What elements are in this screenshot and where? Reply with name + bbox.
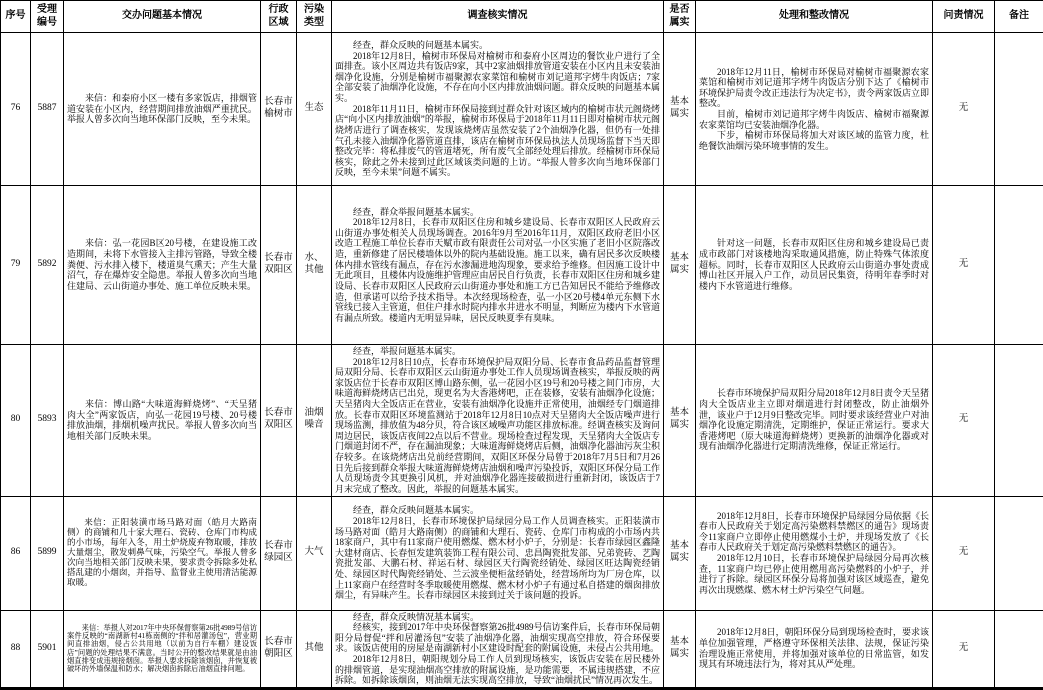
- cell-handling: [696, 345, 933, 497]
- paragraph: 经查，群众反映的问题基本属实。: [335, 40, 660, 51]
- paragraph: 2018年12月10日，长春市环境保护局绿园分局再次核查，11家商户均已停止使用燃用高污染燃料的小炉子，并进行了拆除。绿园区环保分局将加强对该区域巡查，避免再次出现燃煤、燃木材土炉污染空气问题。: [699, 553, 929, 595]
- cell-investigation: [332, 496, 664, 610]
- cell-investigation: [332, 610, 664, 688]
- column-header-verified: 是否属实: [664, 1, 696, 33]
- column-header-investigation: 调查核实情况: [332, 1, 664, 33]
- cell-case-no: 5893: [31, 345, 64, 497]
- paragraph: 来信：举报人对2017年中央环保督察第26批4989号信访案件反映的“南湖新村41栋南侧的“拌和居灌汤包”，营业期间直排油烟，侵占公共用地（以前为自行车棚）建设饭店”问题的处理结果不满意。当时公开的整改结果就是由油烟直排变成违规接烟囱。举报人要求拆除该烟囱，并恢复被破坏的外墙保温和防水；解决烟囱拆除后油烟直排问题。: [67, 624, 257, 673]
- paragraph: 经查，群众举报问题基本属实。: [335, 207, 660, 218]
- column-header-pollution-type: 污染类型: [297, 1, 332, 33]
- paragraph: 下步，榆树市环保局将加大对该区域的监管力度，杜绝餐饮油烟污染环境事情的发生。: [699, 130, 929, 151]
- paragraph: 经查，群众反映问题基本属实。: [335, 505, 660, 516]
- table-row: [1, 186, 1043, 345]
- cell-pollution-type: 大气: [297, 496, 332, 610]
- paragraph: 2018年12月8日，朝阳环保分局到现场检查时，要求该单位加强管理，严格遵守环保相关法律、法规，保证污染治理设施正常使用，并将加强对该单位的日常监管，如发现其有环境违法行为，将对其从严处理。: [699, 627, 929, 669]
- cell-remarks: [995, 33, 1043, 186]
- column-header-handling: 处理和整改情况: [696, 1, 933, 33]
- cell-problem: [64, 610, 261, 688]
- column-header-serial: 序号: [1, 1, 31, 33]
- paragraph: 2018年11月11日，榆树市环保局接到过群众针对该区域内的榆树市状元阁烧烤店“向小区内排放油烟”的举报，榆树市环保局于2018年11月11日即对榆树市状元阁烧烤店进行了调查核实，发现该烧烤店虽然安装了2个油烟净化器，但仍有一处排气孔未接入油烟净化器管道直排，该店在榆树市环保局执法人员现场监督下当天即整改完毕：将私排废气的管道堵死，所有废气全部经处理后排放。经榆树市环保局核实，除此之外未接到过此区域该类问题的上访。“举报人曾多次向当地环保部门反映，至今未果”问题不属实。: [335, 104, 660, 178]
- paragraph: 经查，群众反映情况基本属实。: [335, 612, 660, 623]
- cell-remarks: [995, 496, 1043, 610]
- cell-accountability: 无: [933, 496, 995, 610]
- cell-problem: [64, 186, 261, 345]
- cell-handling: [696, 186, 933, 345]
- cell-pollution-type: 生态: [297, 33, 332, 186]
- cell-investigation: [332, 33, 664, 186]
- cell-handling: [696, 610, 933, 688]
- cell-pollution-type: 水、其他: [297, 186, 332, 345]
- cell-accountability: 无: [933, 186, 995, 345]
- cell-accountability: 无: [933, 33, 995, 186]
- column-header-region: 行政区域: [261, 1, 297, 33]
- cell-verified: 基本属实: [664, 496, 696, 610]
- cell-serial: 88: [1, 610, 31, 688]
- cell-region: 长春市双阳区: [261, 345, 297, 497]
- paragraph: 2018年12月8日10点，长春市环境保护局双阳分局、长春市食品药品监督管理局双阳分局、长春市双阳区云山街道办事处工作人员现场调查核实，举报反映的两家饭店位于长春市双阳区博山路东侧，弘一花园小区19号和20号楼之间门市房，大味道海鲜烧烤店已出兑，现更名为大香港烤吧，正在装修，安装有油烟净化设施；天呈猪肉大全饭店正在营业，安装有油烟净化设施并正常使用，油烟经专门烟道排放。长春市双阳区环境监测站于2018年12月8日10点对天呈猪肉大全饭店噪声进行现场监测，排放值为48分贝，符合该区域噪声功能区排放标准。经调查核实及询问周边居民，该饭店夜间22点以后不营业。现场检查过程发现，天呈猪肉大全饭店专门烟道封闭不严，存在漏油现象；大味道海鲜烧烤店后侧，油烟净化器油污灰尘积存较多。在该烧烤店出兑前经营期间，双阳区环保分局曾于2018年7月5日和7月26日先后接到群众举报大味道海鲜烧烤店油烟和噪声污染投诉，双阳区环保分局工作人员现场责令其更换引风机，并对油烟净化器连接破损进行重新封闭，该饭店于7月末完成了整改。因此，举报的问题基本属实。: [335, 357, 660, 495]
- table-row: [1, 345, 1043, 497]
- cell-case-no: 5901: [31, 610, 64, 688]
- cell-region: 长春市朝阳区: [261, 610, 297, 688]
- table-row: [1, 496, 1043, 610]
- cell-handling: [696, 33, 933, 186]
- cell-accountability: 无: [933, 345, 995, 497]
- cell-serial: 86: [1, 496, 31, 610]
- cell-verified: 基本属实: [664, 33, 696, 186]
- table-body: [1, 33, 1043, 689]
- table-header: [1, 1, 1043, 33]
- paragraph: 来信：正阳装潢市场马路对面（皓月大路南侧）的商铺和几十家大理石、瓷砖、仓库门市构成的小市场，每年入冬，用土炉烧废弃物取暖，排放大量烟尘，散发刺鼻气味，污染空气。举报人曾多次向当地相关部门反映未果，要求责令拆除多处私搭乱建的小烟囱，并指导、监督业主使用清洁能源取暖。: [67, 518, 257, 588]
- table-row: [1, 610, 1043, 688]
- cell-verified: 基本属实: [664, 345, 696, 497]
- cell-remarks: [995, 345, 1043, 497]
- paragraph: 2018年12月8日，长春市环境保护局绿园分局工作人员调查核实。正阳装潢市场马路对面（皓月大路南侧）的商铺和大理石、瓷砖、仓库门市构成的小市场内共18家商户，其中有11家商户使用燃煤、燃木材小炉子，分别是：长春市绿园区鑫隆大建材商店、长春恒发建筑装饰工程有限公司、忠昌陶瓷批发部、兄弟瓷砖、艺陶瓷批发部、大鹏石材、祥运石材、绿园区天行陶瓷经销处、绿园区旺达陶瓷经销处、绿园区时代陶瓷经销处、兰云波坐便柜盆经销处，经营场所均为厂房仓库，以上11家商户在经营时冬季取暖使用燃煤、燃木材小炉子有通过私自搭建的烟囱排放烟尘，有异味产生。长春市绿园区未接到过关于该问题的投诉。: [335, 516, 660, 601]
- cell-verified: 基本属实: [664, 610, 696, 688]
- paragraph: 2018年12月8日，长春市环境保护局绿园分局依据《长春市人民政府关于划定高污染燃料禁燃区的通告》现场责令11家商户立即停止使用燃煤小土炉，并现场发放了《长春市人民政府关于划定高污染燃料禁燃区的通告》。: [699, 511, 929, 553]
- cell-investigation: [332, 186, 664, 345]
- paragraph: 来信：博山路“大味道海鲜烧烤”、“天呈猪肉大全”两家饭店，向弘一花园19号楼、20号楼排放油烟，排烟机噪声扰民。举报人曾多次向当地相关部门反映未果。: [67, 399, 257, 441]
- cell-accountability: 无: [933, 610, 995, 688]
- column-header-accountability: 问责情况: [933, 1, 995, 33]
- cell-problem: [64, 496, 261, 610]
- paragraph: 2018年12月8日，长春市双阳区住房和城乡建设局、长春市双阳区人民政府云山街道办事处相关人员现场调查。2016年9月至2016年11月，双阳区政府老旧小区改造工程施工单位长春市天赋市政有限责任公司对弘一小区实施了老旧小区院落改造，重新修建了居民楼墙体以外的院内基础设施。施工以来，确有居民多次反映楼体内排水管线有漏点，存在污水渗漏进地沟现象，要求给予维修。但因施工设计中无此项目，且楼体内设施维护管理应由居民自行负责，长春市双阳区住房和城乡建设局、长春市双阳区人民政府云山街道办事处和施工方已告知居民不能给予维修改造，但承诺可以给予技术指导。本次经现场检查，弘一小区20号楼4单元东侧下水管线已接入主管道，但住户排水时院内排水井进水不明显，判断应为楼内下水管道有漏点所致。楼道内无明显异味，居民反映夏季有臭味。: [335, 217, 660, 323]
- column-header-remarks: 备注: [995, 1, 1043, 33]
- cell-region: 长春市双阳区: [261, 186, 297, 345]
- cell-case-no: 5892: [31, 186, 64, 345]
- cell-case-no: 5899: [31, 496, 64, 610]
- cell-serial: 76: [1, 33, 31, 186]
- cell-remarks: [995, 186, 1043, 345]
- cell-handling: [696, 496, 933, 610]
- paragraph: 经查，举报问题基本属实。: [335, 346, 660, 357]
- cell-serial: 79: [1, 186, 31, 345]
- cell-case-no: 5887: [31, 33, 64, 186]
- column-header-problem: 交办问题基本情况: [64, 1, 261, 33]
- paragraph: 目前，榆树市刘记道邦字烤牛肉饭店、榆树市福聚源农家菜馆均已安装油烟净化器。: [699, 109, 929, 130]
- cell-pollution-type: 油烟噪音: [297, 345, 332, 497]
- cell-verified: 基本属实: [664, 186, 696, 345]
- column-header-case-no: 受理编号: [31, 1, 64, 33]
- cell-pollution-type: 其他: [297, 610, 332, 688]
- paragraph: 2018年12月8日，朝阳规划分局工作人员到现场核实，该饭店安装在居民楼外的排烟管道，是实现油烟高空排放的附属设施，是功能需要，不属违规搭建，不应拆除。如拆除该烟囱，则油烟无法实现高空排放，导致“油烟扰民”情况再次发生。: [335, 654, 660, 686]
- cell-serial: 80: [1, 345, 31, 497]
- paragraph: 针对这一问题，长春市双阳区住房和城乡建设局已责成市政部门对该楼地沟采取通风措施，防止特殊气体浓度超标。同时，长春市双阳区人民政府云山街道办事处责成博山社区开展入户工作，动员居民集资，待明年春季时对楼内下水管道进行维修。: [699, 238, 929, 291]
- header-row: [1, 1, 1043, 33]
- paragraph: 来信：弘一花园B区20号楼，在建设施工改造期间，未将下水管接入主排污管路，导致全楼粪便、污水排入楼下，楼道臭气熏天；产生大量沼气，存在爆炸安全隐患。举报人曾多次向当地住建局、云山街道办事处、施工单位反映未果。: [67, 238, 257, 291]
- paragraph: 2018年12月11日，榆树市环保局对榆树市福聚源农家菜馆和榆树市刘记道邦字烤牛肉饭店分别下达了《榆树市环境保护局责令改正违法行为决定书》，责令两家饭店立即整改。: [699, 67, 929, 109]
- cell-region: 长春市绿园区: [261, 496, 297, 610]
- paragraph: 长春市环境保护局双阳分局2018年12月8日责令天呈猪肉大全饭店业主立即对烟道进行封闭整改，防止油烟外泄，该业户于12月9日整改完毕。同时要求该经营业户对油烟净化设施定期清洗，定期维护，保证正常运行。要求大香港烤吧（原大味道海鲜烧烤）更换新的油烟净化器或对现有油烟净化器进行定期清洗维修，保证正常运行。: [699, 388, 929, 452]
- cell-problem: [64, 345, 261, 497]
- table-row: [1, 33, 1043, 186]
- cell-problem: [64, 33, 261, 186]
- cell-investigation: [332, 345, 664, 497]
- paragraph: 2018年12月8日，榆树市环保局对榆树市和泰府小区周边的餐饮业户进行了全面排查。该小区周边共有饭店9家，其中2家油烟排放管道安装在小区内且未安装油烟净化设施，分别是榆树市福聚源农家菜馆和榆树市刘记道邦字烤牛肉饭店；7家全部安装了油烟净化设施，不存在向小区内排放油烟问题。群众反映的问题基本属实。: [335, 51, 660, 104]
- paragraph: 来信：和泰府小区一楼有多家饭店，排烟管道安装在小区内，经营期间排放油烟严重扰民。举报人曾多次向当地环保部门反映，至今未果。: [67, 93, 257, 125]
- cell-region: 长春市榆树市: [261, 33, 297, 186]
- cell-remarks: [995, 610, 1043, 688]
- paragraph: 经核实，接到2017年中央环保督察第26批4989号信访案件后，长春市环保局朝阳分局督促“拌和居灌汤包”安装了油烟净化器，油烟实现高空排放，符合环保要求。该饭店使用的房屋是南湖新村小区建设时配套的附属设施，未侵占公共用地。: [335, 622, 660, 654]
